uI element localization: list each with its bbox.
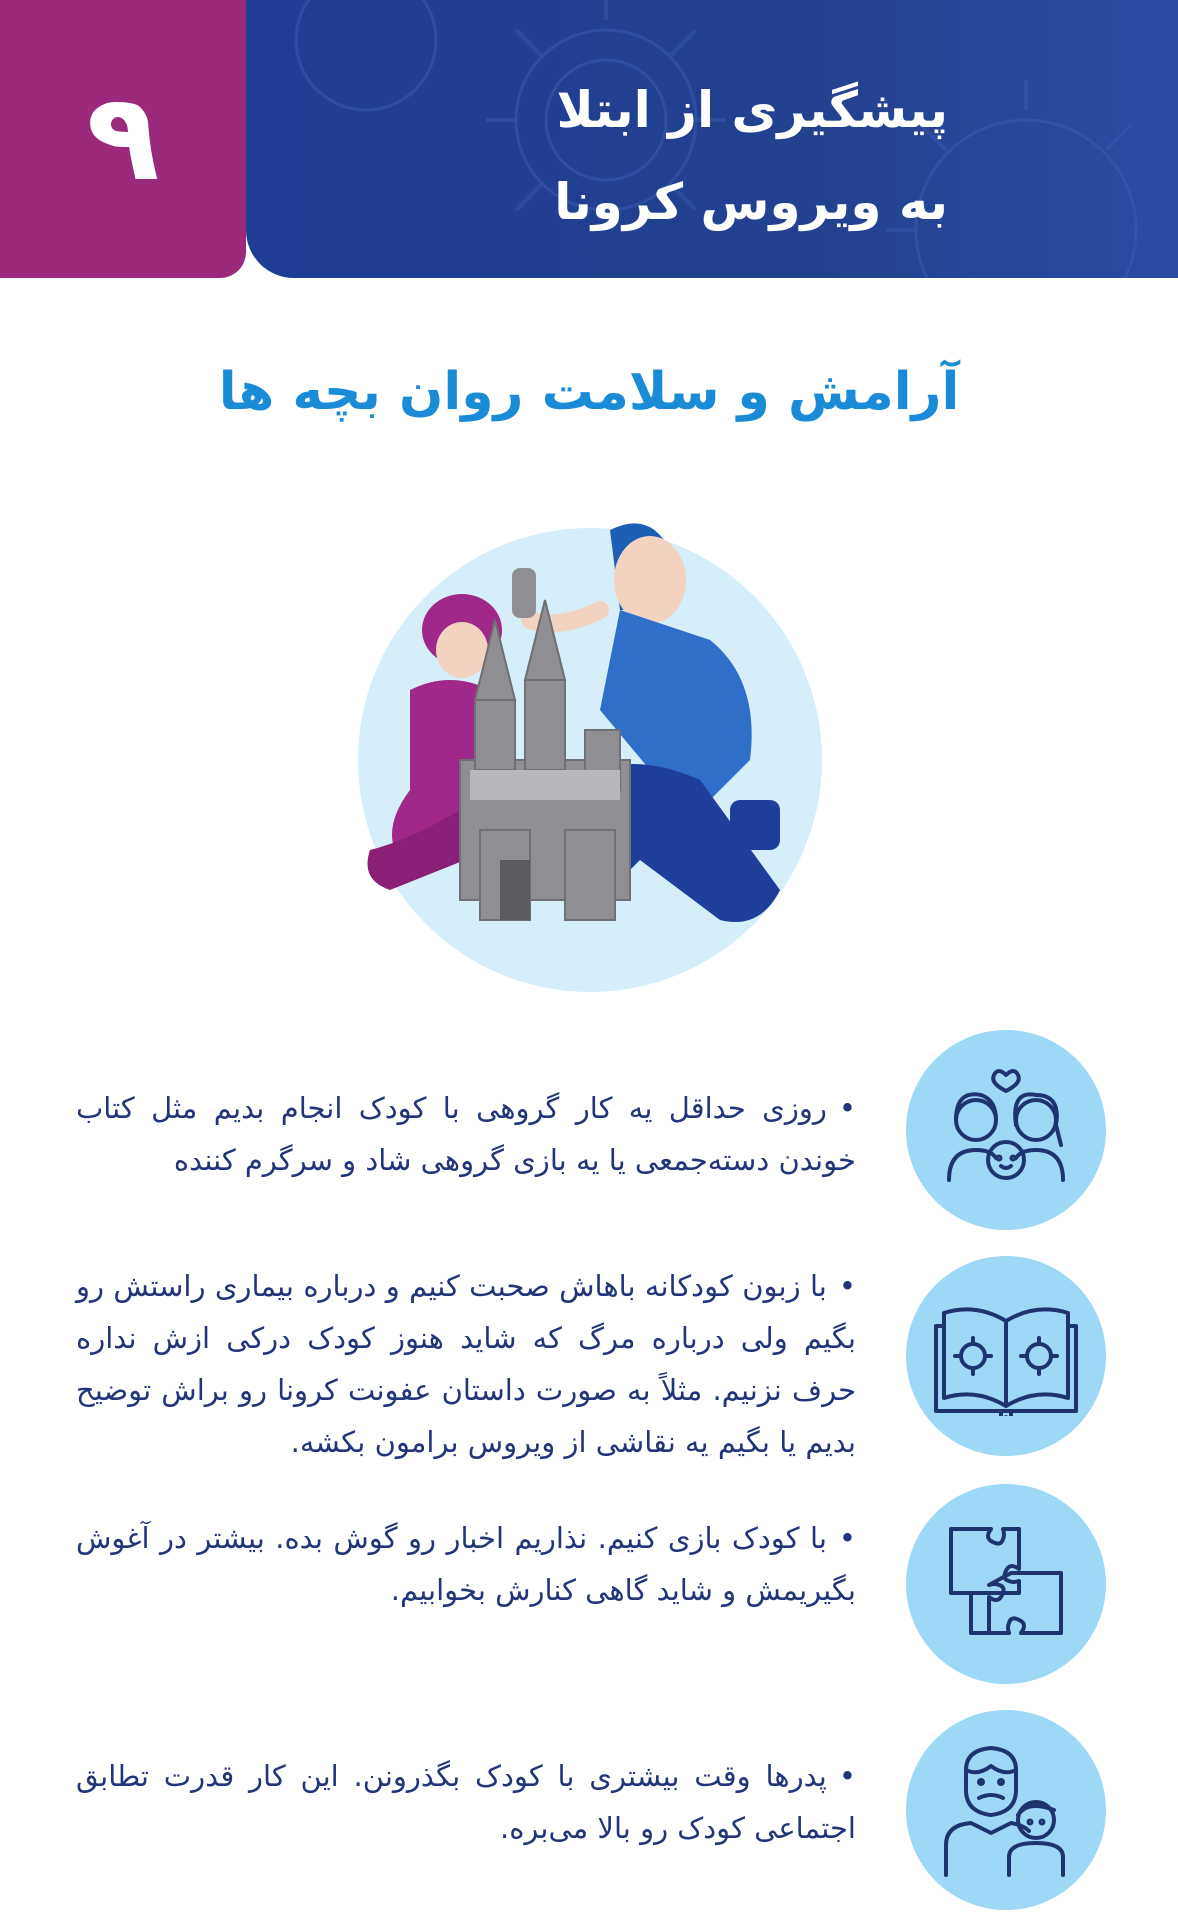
tip-text-3 — [76, 1512, 856, 1616]
header-title — [554, 64, 948, 248]
tip-text-content: پدرها وقت بیشتری با کودک بگذرونن. این کار قدرت تطابق اجتماعی کودک رو بالا می‌بره. — [76, 1759, 856, 1845]
header — [0, 0, 1178, 278]
tip-number-badge — [0, 0, 246, 278]
tip-text-4 — [76, 1750, 856, 1854]
tip-text-2 — [76, 1260, 856, 1468]
header-title-line2: به ویروس کرونا — [554, 173, 948, 231]
bullet: • — [838, 1521, 856, 1555]
tip-text-1 — [76, 1082, 856, 1186]
tip-number: ۹ — [86, 69, 160, 208]
bullet: • — [838, 1759, 856, 1793]
family-icon — [941, 1065, 1071, 1195]
tip-icon-circle — [906, 1256, 1106, 1456]
bullet: • — [838, 1091, 856, 1125]
bullet: • — [838, 1269, 856, 1303]
hero-illustration — [350, 500, 830, 1000]
tip-text-content: روزی حداقل یه کار گروهی با کودک انجام بدیم مثل کتاب خوندن دسته‌جمعی یا یه بازی گروهی شاد و سرگرم کننده — [76, 1091, 856, 1177]
header-title-line1: پیشگیری از ابتلا — [556, 81, 948, 139]
parent-child-building-castle-illustration — [350, 500, 830, 1000]
tip-icon-circle — [906, 1030, 1106, 1230]
tip-icon-circle — [906, 1710, 1106, 1910]
section-title: آرامش و سلامت روان بچه ها — [218, 362, 960, 422]
tip-text-content: با کودک بازی کنیم. نذاریم اخبار رو گوش بده. بیشتر در آغوش بگیریمش و شاید گاهی کنارش بخوابیم. — [76, 1521, 856, 1607]
tip-text-content: با زبون کودکانه باهاش صحبت کنیم و درباره بیماری راستش رو بگیم ولی درباره مرگ که شاید هنوز کودک درکی ازش نداره حرف نزنیم. مثلاً به صورت داستان عفونت کرونا رو براش توضیح بدیم یا بگیم یه نقاشی از ویروس برامون بکشه. — [76, 1269, 856, 1459]
father-son-icon — [941, 1740, 1071, 1880]
tip-icon-circle — [906, 1484, 1106, 1684]
puzzle-icon — [941, 1519, 1071, 1649]
virus-book-icon — [931, 1296, 1081, 1416]
